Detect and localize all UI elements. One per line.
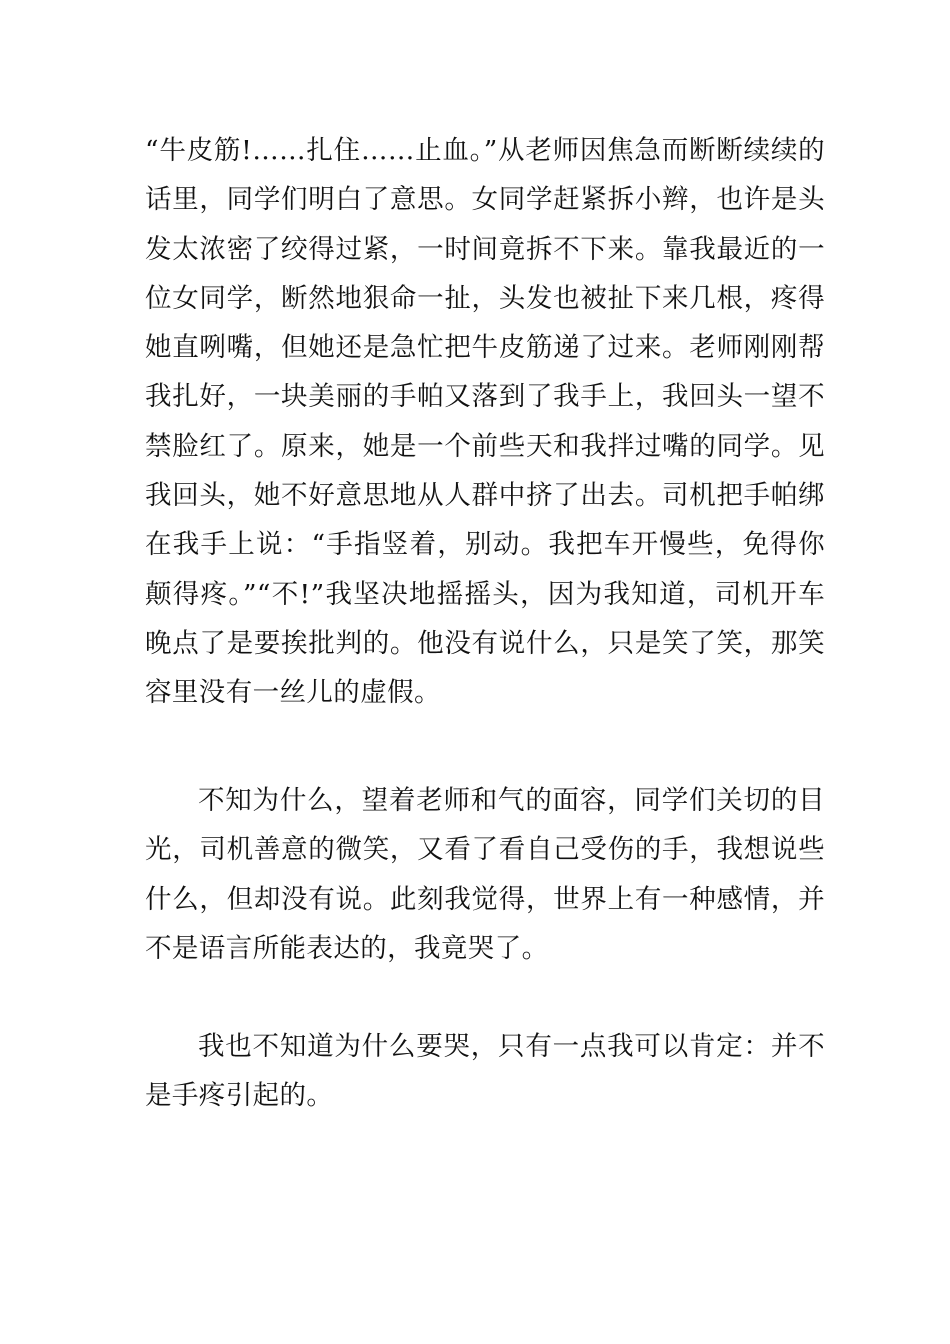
paragraph-reflection: 不知为什么，望着老师和气的面容，同学们关切的目光，司机善意的微笑，又看了看自己受伤的手，我想说些什么，但却没有说。此刻我觉得，世界上有一种感情，并不是语言所能表达的，我竟哭了。 bbox=[145, 785, 825, 964]
paragraph-story-continuation: “牛皮筋!……扎住……止血。”从老师因焦急而断断续续的话里，同学们明白了意思。女同学赶紧拆小辫，也许是头发太浓密了绞得过紧，一时间竟拆不下来。靠我最近的一位女同学，断然地狠命一扯，头发也被扯下来几根，疼得她直咧嘴，但她还是急忙把牛皮筋递了过来。老师刚刚帮我扎好，一块美丽的手帕又落到了我手上，我回头一望不禁脸红了。原来，她是一个前些天和我拌过嘴的同学。见我回头，她不好意思地从人群中挤了出去。司机把手帕绑在我手上说：“手指竖着，别动。我把车开慢些，免得你颠得疼。”“不!”我坚决地摇摇头，因为我知道，司机开车晚点了是要挨批判的。他没有说什么，只是笑了笑，那笑容里没有一丝儿的虚假。 bbox=[145, 135, 825, 709]
paragraph-conclusion: 我也不知道为什么要哭，只有一点我可以肯定：并不是手疼引起的。 bbox=[145, 1031, 825, 1112]
